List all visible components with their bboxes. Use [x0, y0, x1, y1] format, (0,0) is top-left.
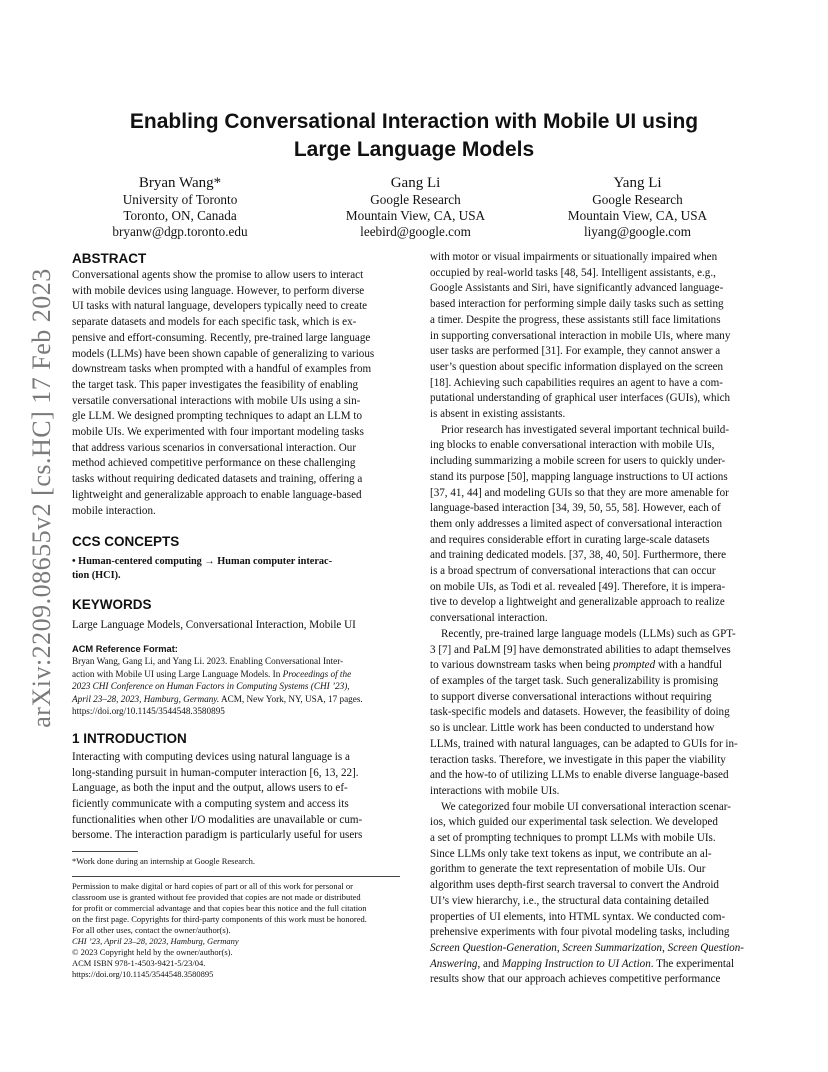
body-line: with motor or visual impairments or situationally impaired when	[430, 251, 718, 263]
arxiv-id-text: arXiv:2209.08655v2 [cs.HC] 17 Feb 2023	[27, 268, 57, 728]
author-2	[303, 174, 528, 240]
author-affiliation: Google Research	[370, 192, 461, 207]
body-line: gorithm to generate the text representation of mobile UIs. Our	[430, 863, 706, 876]
ccs-heading: CCS CONCEPTS	[72, 534, 180, 550]
ref-doi[interactable]: https://doi.org/10.1145/3544548.3580895	[72, 706, 225, 717]
abstract-line: lightweight and generalizable approach to enable language-based	[72, 488, 362, 501]
author-name: Gang Li	[390, 175, 441, 191]
emphasis-prompted: prompted	[613, 659, 656, 672]
body-text: with a handful	[655, 659, 722, 672]
body-line: on mobile UIs, as Todi et al. revealed [49]. Therefore, it is impera-	[430, 580, 726, 593]
task-name: Answering	[430, 957, 478, 970]
footnote-rule	[72, 851, 138, 852]
ref-publisher: ACM, New York, NY, USA, 17 pages.	[219, 693, 363, 704]
body-line: and training dedicated models. [37, 38, 40, 50]. Furthermore, there	[430, 549, 727, 562]
body-line: putational understanding of graphical user interfaces (GUIs), which	[430, 392, 731, 405]
author-location: Mountain View, CA, USA	[345, 208, 486, 223]
title-line-1: Enabling Conversational Interaction with Mobile UI using	[129, 110, 699, 133]
intro-line: bersome. The interaction paradigm is particularly useful for users	[72, 829, 363, 842]
conference-line: CHI ’23, April 23–28, 2023, Hamburg, Germany	[72, 936, 239, 947]
body-line: them only addresses a limited aspect of conversational interaction	[430, 517, 723, 530]
permission-line: on the first page. Copyrights for third-party components of this work must be honored.	[72, 914, 367, 925]
abstract-line: that address various scenarios in conversational interaction. Our	[72, 441, 357, 454]
intro-line: long-standing pursuit in human-computer interaction [6, 13, 22].	[72, 766, 359, 779]
body-line: in supporting conversational interaction in mobile UIs, where many	[430, 329, 731, 342]
abstract-line: method achieved competitive performance on these challenging	[72, 457, 356, 470]
abstract-line: separate datasets and models for each specific task, which is ex-	[72, 316, 357, 329]
body-line: prehensive experiments with four pivotal modeling tasks, including	[430, 926, 730, 939]
body-line	[430, 658, 758, 674]
intro-body	[72, 750, 400, 844]
intro-paragraph-4	[430, 800, 758, 988]
ref-line: 2023 CHI Conference on Human Factors in Computing Systems (CHI ’23),	[72, 681, 350, 692]
body-line: based interaction for performing simple daily tasks such as setting	[430, 298, 724, 311]
body-line: algorithm uses depth-first search traversal to convert the Android	[430, 879, 719, 892]
author-1	[75, 174, 285, 240]
abstract-line: models (LLMs) have been shown capable of generalizing to various	[72, 347, 375, 360]
separator: ,	[662, 941, 668, 954]
abstract-line: downstream tasks when prompted with a handful of examples from	[72, 363, 372, 376]
author-name: Bryan Wang*	[138, 175, 222, 191]
intro-line: functionalities when other I/O modalities are unavailable or cum-	[72, 813, 363, 826]
body-line: interactions with mobile UIs.	[430, 784, 560, 797]
arxiv-identifier	[22, 268, 62, 728]
doi-link[interactable]: https://doi.org/10.1145/3544548.3580895	[72, 969, 214, 980]
body-line: teraction tasks. Therefore, we investigate in this paper the viability	[430, 753, 726, 766]
abstract-heading: ABSTRACT	[72, 251, 147, 266]
body-line: and the how-to of utilizing LLMs to enable diverse language-based	[430, 769, 729, 782]
author-location: Mountain View, CA, USA	[567, 208, 708, 223]
abstract-line: versatile conversational interactions with mobile UIs using a sin-	[72, 394, 361, 407]
body-line: Recently, pre-trained large language models (LLMs) such as GPT-	[441, 627, 736, 640]
body-line: occupied by real-world tasks [48, 54]. Intelligent assistants, e.g.,	[430, 266, 716, 279]
permission-line: classroom use is granted without fee provided that copies are not made or distributed	[72, 892, 361, 903]
body-line: stand its purpose [50], mapping language instructions to UI actions	[430, 470, 728, 483]
author-affiliation: Google Research	[592, 192, 683, 207]
abstract-line: tasks without requiring dedicated datasets and training, offering a	[72, 473, 363, 486]
abstract-line: with mobile devices using language. However, to perform diverse	[72, 284, 365, 297]
body-line: Google Assistants and Siri, have significantly advanced language-	[430, 282, 724, 295]
body-line: properties of UI elements, into HTML syntax. We conducted com-	[430, 910, 726, 923]
intro-line: Interacting with computing devices using natural language is a	[72, 750, 350, 763]
intro-paragraph-2	[430, 423, 758, 627]
body-line: LLMs, trained with natural languages, can be adapted to GUIs for in-	[430, 737, 738, 750]
ref-line	[72, 668, 400, 681]
author-email: bryanw@dgp.toronto.edu	[112, 224, 248, 239]
author-location: Toronto, ON, Canada	[123, 208, 237, 223]
author-name: Yang Li	[613, 175, 662, 191]
keywords-heading: KEYWORDS	[72, 597, 152, 613]
body-line: 3 [7] and PaLM [9] have demonstrated abilities to adapt themselves	[430, 643, 731, 656]
footnote: *Work done during an internship at Google Research.	[72, 856, 255, 867]
ref-line: Bryan Wang, Gang Li, and Yang Li. 2023. Enabling Conversational Inter-	[72, 655, 344, 666]
body-line: task-specific models and datasets. However, the feasibility of doing	[430, 706, 730, 719]
permission-rule	[72, 876, 400, 877]
body-line: UI’s view hierarchy, i.e., the structural data containing detailed	[430, 894, 709, 907]
left-column	[72, 250, 400, 980]
right-column	[430, 250, 758, 988]
permission-line: for profit or commercial advantage and that copies bear this notice and the full citation	[72, 903, 367, 914]
separator: , and	[477, 957, 502, 970]
body-line: conversational interaction.	[430, 612, 548, 625]
body-line: a set of prompting techniques to prompt LLMs with mobile UIs.	[430, 832, 716, 845]
abstract-line: gle LLM. We designed prompting techniques to adapt an LLM to	[72, 410, 363, 423]
task-name: Screen Summarization	[562, 941, 663, 954]
task-name: Mapping Instruction to UI Action	[501, 957, 651, 970]
copyright-line: © 2023 Copyright held by the owner/author(s).	[72, 947, 233, 958]
intro-paragraph-3	[430, 627, 758, 800]
body-line: We categorized four mobile UI conversational interaction scenar-	[441, 800, 731, 813]
body-text: . The experimental	[650, 957, 735, 970]
paper-title	[80, 108, 748, 164]
abstract-line: UI tasks with natural language, developers typically need to create	[72, 300, 368, 313]
body-line: tive to develop a lightweight and generalizable approach to realize	[430, 596, 725, 609]
ccs-concepts	[72, 555, 400, 583]
keywords-text: Large Language Models, Conversational Interaction, Mobile UI	[72, 619, 356, 632]
body-line: ios, which guided our experimental task selection. We developed	[430, 816, 718, 829]
intro-line: ficiently communicate with a computing system and access its	[72, 798, 349, 811]
acm-reference-heading: ACM Reference Format:	[72, 643, 178, 654]
body-line: and requires considerable effort in curating large-scale datasets	[430, 533, 710, 546]
abstract-line: pensive and effort-consuming. Recently, pre-trained large language	[72, 331, 371, 344]
body-line: user’s question about specific information displayed on the screen	[430, 360, 724, 373]
abstract-line: the target task. This paper investigates the feasibility of enabling	[72, 378, 359, 391]
body-line: is absent in existing assistants.	[430, 408, 566, 421]
body-line: of examples of the target task. Such generalizability is promising	[430, 674, 719, 687]
task-name: Screen Question-	[667, 941, 744, 954]
body-line: user tasks are performed [31]. For example, they cannot answer a	[430, 345, 721, 358]
ccs-line: • Human-centered computing → Human computer interac-	[72, 556, 333, 568]
body-line: a timer. Despite the progress, these assistants still face limitations	[430, 313, 721, 326]
isbn-line: ACM ISBN 978-1-4503-9421-5/23/04.	[72, 958, 206, 969]
body-line: [37, 41, 44] and modeling GUIs so that they are more amenable for	[430, 486, 729, 499]
permission-line: Permission to make digital or hard copies of part or all of this work for personal or	[72, 881, 353, 892]
body-line: results show that our approach achieves competitive performance	[430, 973, 721, 986]
body-line: so is unclear. Little work has been conducted to understand how	[430, 722, 715, 735]
body-line: including summarizing a mobile screen for users to quickly under-	[430, 455, 726, 468]
body-line	[430, 957, 758, 973]
body-line: to support diverse conversational interactions without requiring	[430, 690, 712, 703]
intro-heading: 1 INTRODUCTION	[72, 730, 187, 746]
abstract-line: mobile UIs. We experimented with four important modeling tasks	[72, 426, 364, 439]
acm-reference	[72, 655, 400, 718]
body-line: ing blocks to enable conversational interaction with mobile UIs,	[430, 439, 715, 452]
author-affiliation: University of Toronto	[122, 192, 238, 207]
permission-line: For all other uses, contact the owner/author(s).	[72, 925, 231, 936]
body-line	[430, 941, 758, 957]
body-line: Prior research has investigated several important technical build-	[441, 423, 730, 436]
permission-notice	[72, 881, 400, 980]
abstract-line: mobile interaction.	[72, 504, 156, 517]
abstract-body	[72, 268, 400, 519]
separator: ,	[556, 941, 563, 954]
ref-date: April 23–28, 2023, Hamburg, Germany.	[72, 693, 220, 704]
body-line: [18]. Achieving such capabilities requires an agent to have a com-	[430, 376, 723, 389]
body-line: language-based interaction [34, 39, 50, 55, 58]. However, each of	[430, 502, 721, 515]
ref-proceedings: Proceedings of the	[282, 668, 352, 679]
title-line-2: Large Language Models	[293, 138, 535, 161]
abstract-line: Conversational agents show the promise to allow users to interact	[72, 269, 364, 281]
intro-paragraph-1	[430, 250, 758, 423]
ref-line	[72, 693, 400, 706]
ref-text: action with Mobile UI using Large Language Models. In	[72, 668, 283, 679]
body-text: to various downstream tasks when being	[430, 659, 614, 672]
body-line: is a broad spectrum of conversational interactions that can occur	[430, 565, 716, 578]
author-email: leebird@google.com	[360, 224, 471, 239]
task-name: Screen Question-Generation	[430, 941, 557, 954]
author-email: liyang@google.com	[583, 224, 691, 239]
author-3	[525, 174, 750, 240]
ccs-line: tion (HCI).	[72, 570, 121, 582]
intro-line: Language, as both the input and the output, allows users to ef-	[72, 782, 348, 795]
body-line: Since LLMs only take text tokens as input, we contribute an al-	[430, 847, 712, 860]
